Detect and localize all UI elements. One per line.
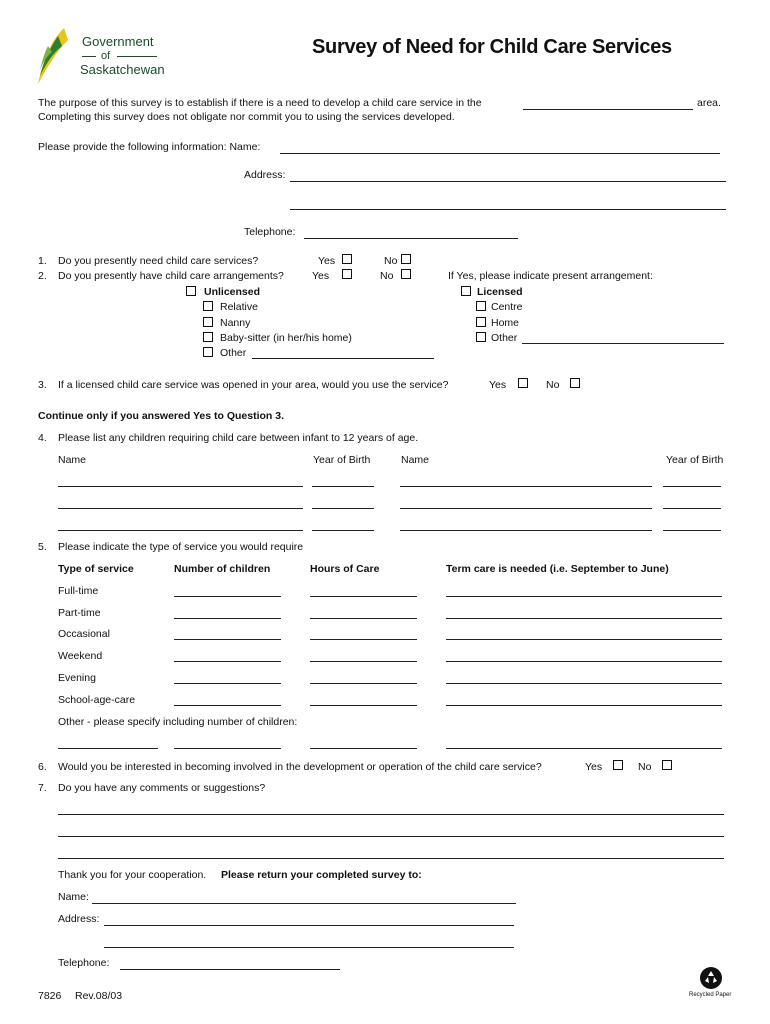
address-field-1[interactable] [290,181,726,182]
q5-header-term: Term care is needed (i.e. September to June) [446,563,669,575]
hours-field[interactable] [310,661,417,662]
q1-yes-checkbox[interactable] [342,254,352,264]
relative-label: Relative [220,301,258,313]
info-name-label: Please provide the following information: Name: [38,141,261,153]
logo-line1: Government [82,34,154,49]
child-year-field[interactable] [312,508,374,509]
return-telephone-field[interactable] [120,969,340,970]
child-name-field[interactable] [58,486,303,487]
licensed-other-field[interactable] [522,343,724,344]
service-type-label: Weekend [58,650,103,662]
q5-number: 5. [38,541,47,553]
home-checkbox[interactable] [476,317,486,327]
q6-number: 6. [38,761,47,773]
children-count-field[interactable] [174,618,281,619]
licensed-label: Licensed [477,286,523,298]
comments-field-1[interactable] [58,814,724,815]
q2-yes-checkbox[interactable] [342,269,352,279]
continue-note: Continue only if you answered Yes to Question 3. [38,410,285,422]
other-hours-field[interactable] [310,748,417,749]
q1-text: Do you presently need child care services? [58,255,259,267]
q6-no-checkbox[interactable] [662,760,672,770]
term-field[interactable] [446,618,722,619]
child-year-field[interactable] [312,486,374,487]
child-year-field[interactable] [663,508,721,509]
unlicensed-other-field[interactable] [252,358,434,359]
term-field[interactable] [446,705,722,706]
child-year-field[interactable] [312,530,374,531]
name-field[interactable] [280,153,720,154]
centre-checkbox[interactable] [476,301,486,311]
term-field[interactable] [446,683,722,684]
thanks-text: Thank you for your cooperation. [58,869,207,881]
child-year-field[interactable] [663,486,721,487]
children-count-field[interactable] [174,705,281,706]
unlicensed-other-label: Other [220,347,247,359]
babysitter-checkbox[interactable] [203,332,213,342]
term-field[interactable] [446,661,722,662]
q5-header-hours: Hours of Care [310,563,380,575]
info-address-label: Address: [244,169,286,181]
hours-field[interactable] [310,596,417,597]
q3-no-checkbox[interactable] [570,378,580,388]
other-type-field[interactable] [58,748,158,749]
q6-text: Would you be interested in becoming involved in the development or operation of the child care service? [58,761,542,773]
form-number: 7826 [38,990,62,1002]
q2-yes-label: Yes [312,270,330,282]
service-type-label: Part-time [58,607,101,619]
child-name-field[interactable] [58,508,303,509]
logo-line2: of [101,50,111,62]
return-name-label: Name: [58,891,89,903]
unlicensed-label: Unlicensed [204,286,261,298]
q5-header-number: Number of children [174,563,271,575]
q2-number: 2. [38,270,47,282]
relative-checkbox[interactable] [203,301,213,311]
return-address-field-1[interactable] [104,925,514,926]
intro-line1: The purpose of this survey is to establish if there is a need to develop a child care service in the [38,97,482,109]
area-field[interactable] [523,109,693,110]
hours-field[interactable] [310,683,417,684]
logo-rule-left [82,56,96,57]
q3-no-label: No [546,379,560,391]
comments-field-2[interactable] [58,836,724,837]
centre-label: Centre [491,301,523,313]
child-year-field[interactable] [663,530,721,531]
q1-number: 1. [38,255,47,267]
return-telephone-label: Telephone: [58,957,110,969]
revision: Rev.08/03 [75,990,123,1002]
q4-year-header-left: Year of Birth [313,454,371,466]
hours-field[interactable] [310,618,417,619]
q1-no-label: No [384,255,398,267]
page-title: Survey of Need for Child Care Services [312,36,672,58]
child-name-field[interactable] [400,486,652,487]
children-count-field[interactable] [174,661,281,662]
child-name-field[interactable] [400,530,652,531]
q4-number: 4. [38,432,47,444]
q2-no-label: No [380,270,394,282]
q3-text: If a licensed child care service was opened in your area, would you use the service? [58,379,449,391]
term-field[interactable] [446,596,722,597]
licensed-other-label: Other [491,332,518,344]
child-name-field[interactable] [400,508,652,509]
q5-other-text: Other - please specify including number of children: [58,716,298,728]
q4-name-header-left: Name [58,454,87,466]
q7-number: 7. [38,782,47,794]
q3-yes-label: Yes [489,379,507,391]
nanny-checkbox[interactable] [203,317,213,327]
service-type-label: Occasional [58,628,110,640]
term-field[interactable] [446,639,722,640]
q1-no-checkbox[interactable] [401,254,411,264]
logo-rule-right [117,56,157,57]
unlicensed-other-checkbox[interactable] [203,347,213,357]
address-field-2[interactable] [290,209,726,210]
hours-field[interactable] [310,639,417,640]
nanny-label: Nanny [220,317,251,329]
q4-name-header-right: Name [401,454,430,466]
logo-line3: Saskatchewan [80,62,165,77]
return-address-field-2[interactable] [104,947,514,948]
wheat-logo-icon [34,26,74,86]
q4-text: Please list any children requiring child care between infant to 12 years of age. [58,432,419,444]
q2-text: Do you presently have child care arrangements? [58,270,284,282]
recycle-icon [699,966,723,990]
info-telephone-label: Telephone: [244,226,296,238]
q6-no-label: No [638,761,652,773]
service-type-label: Full-time [58,585,99,597]
q1-yes-label: Yes [318,255,336,267]
children-count-field[interactable] [174,639,281,640]
q2-if-yes-text: If Yes, please indicate present arrangement: [448,270,653,282]
q6-yes-checkbox[interactable] [613,760,623,770]
other-children-field[interactable] [174,748,281,749]
q6-yes-label: Yes [585,761,603,773]
telephone-field[interactable] [304,238,518,239]
comments-field-3[interactable] [58,858,724,859]
licensed-other-checkbox[interactable] [476,332,486,342]
q4-year-header-right: Year of Birth [666,454,724,466]
service-type-label: School-age-care [58,694,136,706]
other-term-field[interactable] [446,748,722,749]
q5-text: Please indicate the type of service you would require [58,541,304,553]
licensed-checkbox[interactable] [461,286,471,296]
return-name-field[interactable] [92,903,516,904]
intro-area-suffix: area. [697,97,721,109]
children-count-field[interactable] [174,683,281,684]
return-address-label: Address: [58,913,100,925]
home-label: Home [491,317,520,329]
q3-yes-checkbox[interactable] [518,378,528,388]
children-count-field[interactable] [174,596,281,597]
recycled-paper-label: Recycled Paper [689,992,732,998]
q5-header-type: Type of service [58,563,134,575]
q7-text: Do you have any comments or suggestions? [58,782,266,794]
q2-no-checkbox[interactable] [401,269,411,279]
intro-line2: Completing this survey does not obligate nor commit you to using the services developed. [38,111,455,123]
q3-number: 3. [38,379,47,391]
return-text: Please return your completed survey to: [221,869,422,881]
child-name-field[interactable] [58,530,303,531]
unlicensed-checkbox[interactable] [186,286,196,296]
service-type-label: Evening [58,672,96,684]
hours-field[interactable] [310,705,417,706]
babysitter-label: Baby-sitter (in her/his home) [220,332,352,344]
